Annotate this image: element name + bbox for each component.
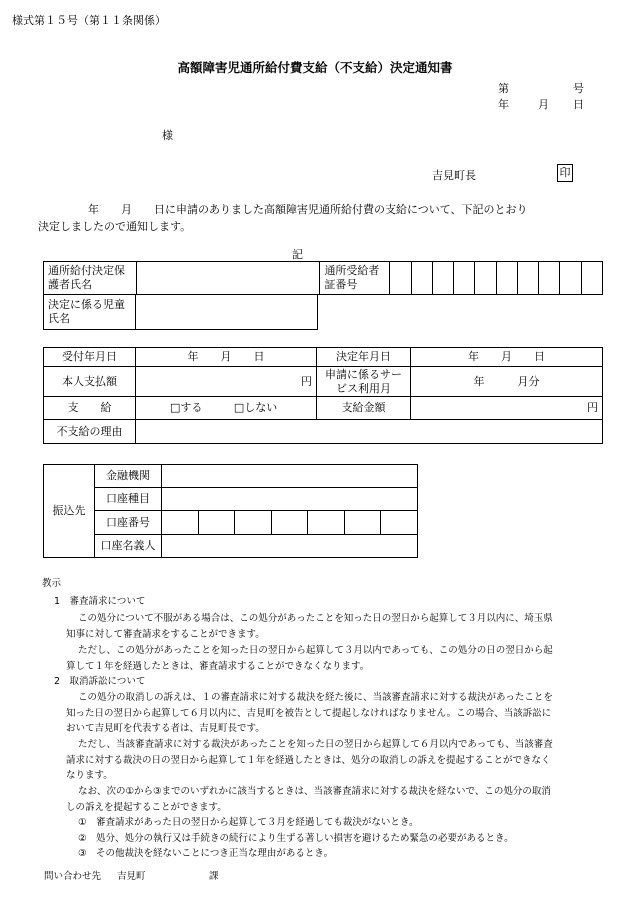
transfer-table xyxy=(43,464,418,558)
bank-value[interactable] xyxy=(162,465,418,488)
condition-item-1: ① 審査請求があった日の翌日から起算して３月を経過しても裁決がないとき。 xyxy=(78,817,419,828)
decision-table xyxy=(43,347,603,444)
payment-label: 本人支払額 xyxy=(44,367,136,397)
section-2-text: ただし、当該審査請求に対する裁決があったことを知った日の翌日から起算して６月以内であっても、当該審査 xyxy=(78,739,553,750)
child-table xyxy=(43,294,318,330)
guardian-name-field[interactable] xyxy=(137,262,320,295)
section-1-title: 1 審査請求について xyxy=(54,596,146,607)
guardian-table xyxy=(43,261,603,295)
supply-label: 支 給 xyxy=(44,397,136,420)
cert-digit[interactable] xyxy=(581,262,602,295)
payment-value[interactable]: 円 xyxy=(136,367,317,397)
cert-digit[interactable] xyxy=(517,262,538,295)
account-digit[interactable] xyxy=(344,511,381,535)
cert-digit[interactable] xyxy=(475,262,496,295)
form-number: 様式第１５号（第１１条関係） xyxy=(12,14,166,27)
section-2-text: しの訴えを提起することができます。 xyxy=(66,802,227,813)
received-date-label: 受付年月日 xyxy=(44,348,136,367)
doc-number-dai: 第 xyxy=(498,82,509,95)
supply-yes-checkbox[interactable]: □する xyxy=(170,401,203,414)
account-digit[interactable] xyxy=(198,511,235,535)
body-line-2: 決定しましたので通知します。 xyxy=(38,220,192,233)
bank-label: 金融機関 xyxy=(95,465,162,488)
account-number-label: 口座番号 xyxy=(95,511,162,535)
section-2-text: 請求に対する裁決の日の翌日から起算して１年を経過したときは、処分の取消しの訴えを提起することができなく xyxy=(66,755,551,766)
ki-heading: 記 xyxy=(292,248,303,261)
decision-date-value[interactable]: 年 月 日 xyxy=(411,348,603,367)
section-2-text: 知った日の翌日から起算して６月以内に、吉見町を被告として提起しなければなりません。この場合、当該訴訟に xyxy=(66,708,552,719)
cert-digit[interactable] xyxy=(454,262,475,295)
transfer-label: 振込先 xyxy=(44,465,95,558)
account-digit[interactable] xyxy=(381,511,418,535)
date-month: 月 xyxy=(538,98,549,111)
cert-digit[interactable] xyxy=(539,262,560,295)
cert-label: 通所受給者証番号 xyxy=(320,262,390,295)
amount-label: 支給金額 xyxy=(317,397,411,420)
account-type-label: 口座種目 xyxy=(95,488,162,511)
cert-digit[interactable] xyxy=(432,262,453,295)
supply-no-checkbox[interactable]: □しない xyxy=(233,401,278,414)
body-line-1: 年 月 日に申請のありました高額障害児通所給付費の支給について、下記のとおり xyxy=(88,203,528,216)
account-digit[interactable] xyxy=(308,511,345,535)
service-month-value[interactable]: 年 月分 xyxy=(411,367,603,397)
amount-value[interactable]: 円 xyxy=(411,397,603,420)
contact-section: 課 xyxy=(209,871,219,882)
section-1-text: 算して１年を経過したときは、審査請求することができなくなります。 xyxy=(66,661,370,672)
instructions-heading: 教示 xyxy=(42,578,62,589)
recipient-suffix: 様 xyxy=(162,129,173,142)
service-month-label: 申請に係るサービス利用月 xyxy=(317,367,411,397)
condition-item-2: ② 処分、処分の執行又は手続きの続行により生ずる著しい損害を避けるため緊急の必要があるとき。 xyxy=(78,833,514,844)
received-date-value[interactable]: 年 月 日 xyxy=(136,348,317,367)
reason-value[interactable] xyxy=(136,420,603,444)
cert-digit[interactable] xyxy=(390,262,411,295)
account-digit[interactable] xyxy=(235,511,272,535)
decision-date-label: 決定年月日 xyxy=(317,348,411,367)
account-holder-label: 口座名義人 xyxy=(95,535,162,558)
section-2-text: なります。 xyxy=(66,770,113,781)
supply-options xyxy=(136,397,317,420)
account-type-value[interactable] xyxy=(162,488,418,511)
section-2-text: なお、次の①から③までのいずれかに該当するときは、当該審査請求に対する裁決を経ないで、この処分の取消 xyxy=(78,786,551,797)
account-digit[interactable] xyxy=(271,511,308,535)
issuer-name: 吉見町長 xyxy=(432,169,476,182)
section-2-text: おいて吉見町を代表する者は、吉見町長です。 xyxy=(66,723,265,734)
section-2-text: この処分の取消しの訴えは、１の審査請求に対する裁決を経た後に、当該審査請求に対する裁決があったことを xyxy=(78,692,553,703)
cert-digit[interactable] xyxy=(411,262,432,295)
section-2-title: 2 取消訴訟について xyxy=(54,676,146,687)
guardian-label: 通所給付決定保護者氏名 xyxy=(44,262,137,295)
contact-label: 問い合わせ先 xyxy=(44,871,102,882)
cert-digit[interactable] xyxy=(560,262,581,295)
reason-label: 不支給の理由 xyxy=(44,420,136,444)
section-1-text: この処分について不服がある場合は、この処分があったことを知った日の翌日から起算して３月以内に、埼玉県 xyxy=(78,613,553,624)
contact-org: 吉見町 xyxy=(117,871,146,882)
account-holder-value[interactable] xyxy=(162,535,418,558)
section-1-text: ただし、この処分があったことを知った日の翌日から起算して３月以内であっても、この処分の日の翌日から起 xyxy=(78,645,553,656)
date-year: 年 xyxy=(498,98,509,111)
document-title: 高額障害児通所給付費支給（不支給）決定通知書 xyxy=(177,60,453,75)
condition-item-3: ③ その他裁決を経ないことにつき正当な理由があるとき。 xyxy=(78,848,333,859)
child-name-field[interactable] xyxy=(136,295,318,330)
child-label: 決定に係る児童氏名 xyxy=(44,295,136,330)
date-day: 日 xyxy=(573,98,584,111)
doc-number-gou: 号 xyxy=(573,82,584,95)
section-1-text: 知事に対して審査請求をすることができます。 xyxy=(66,629,265,640)
account-digit[interactable] xyxy=(162,511,199,535)
seal-box: 印 xyxy=(557,164,573,182)
cert-digit[interactable] xyxy=(496,262,517,295)
